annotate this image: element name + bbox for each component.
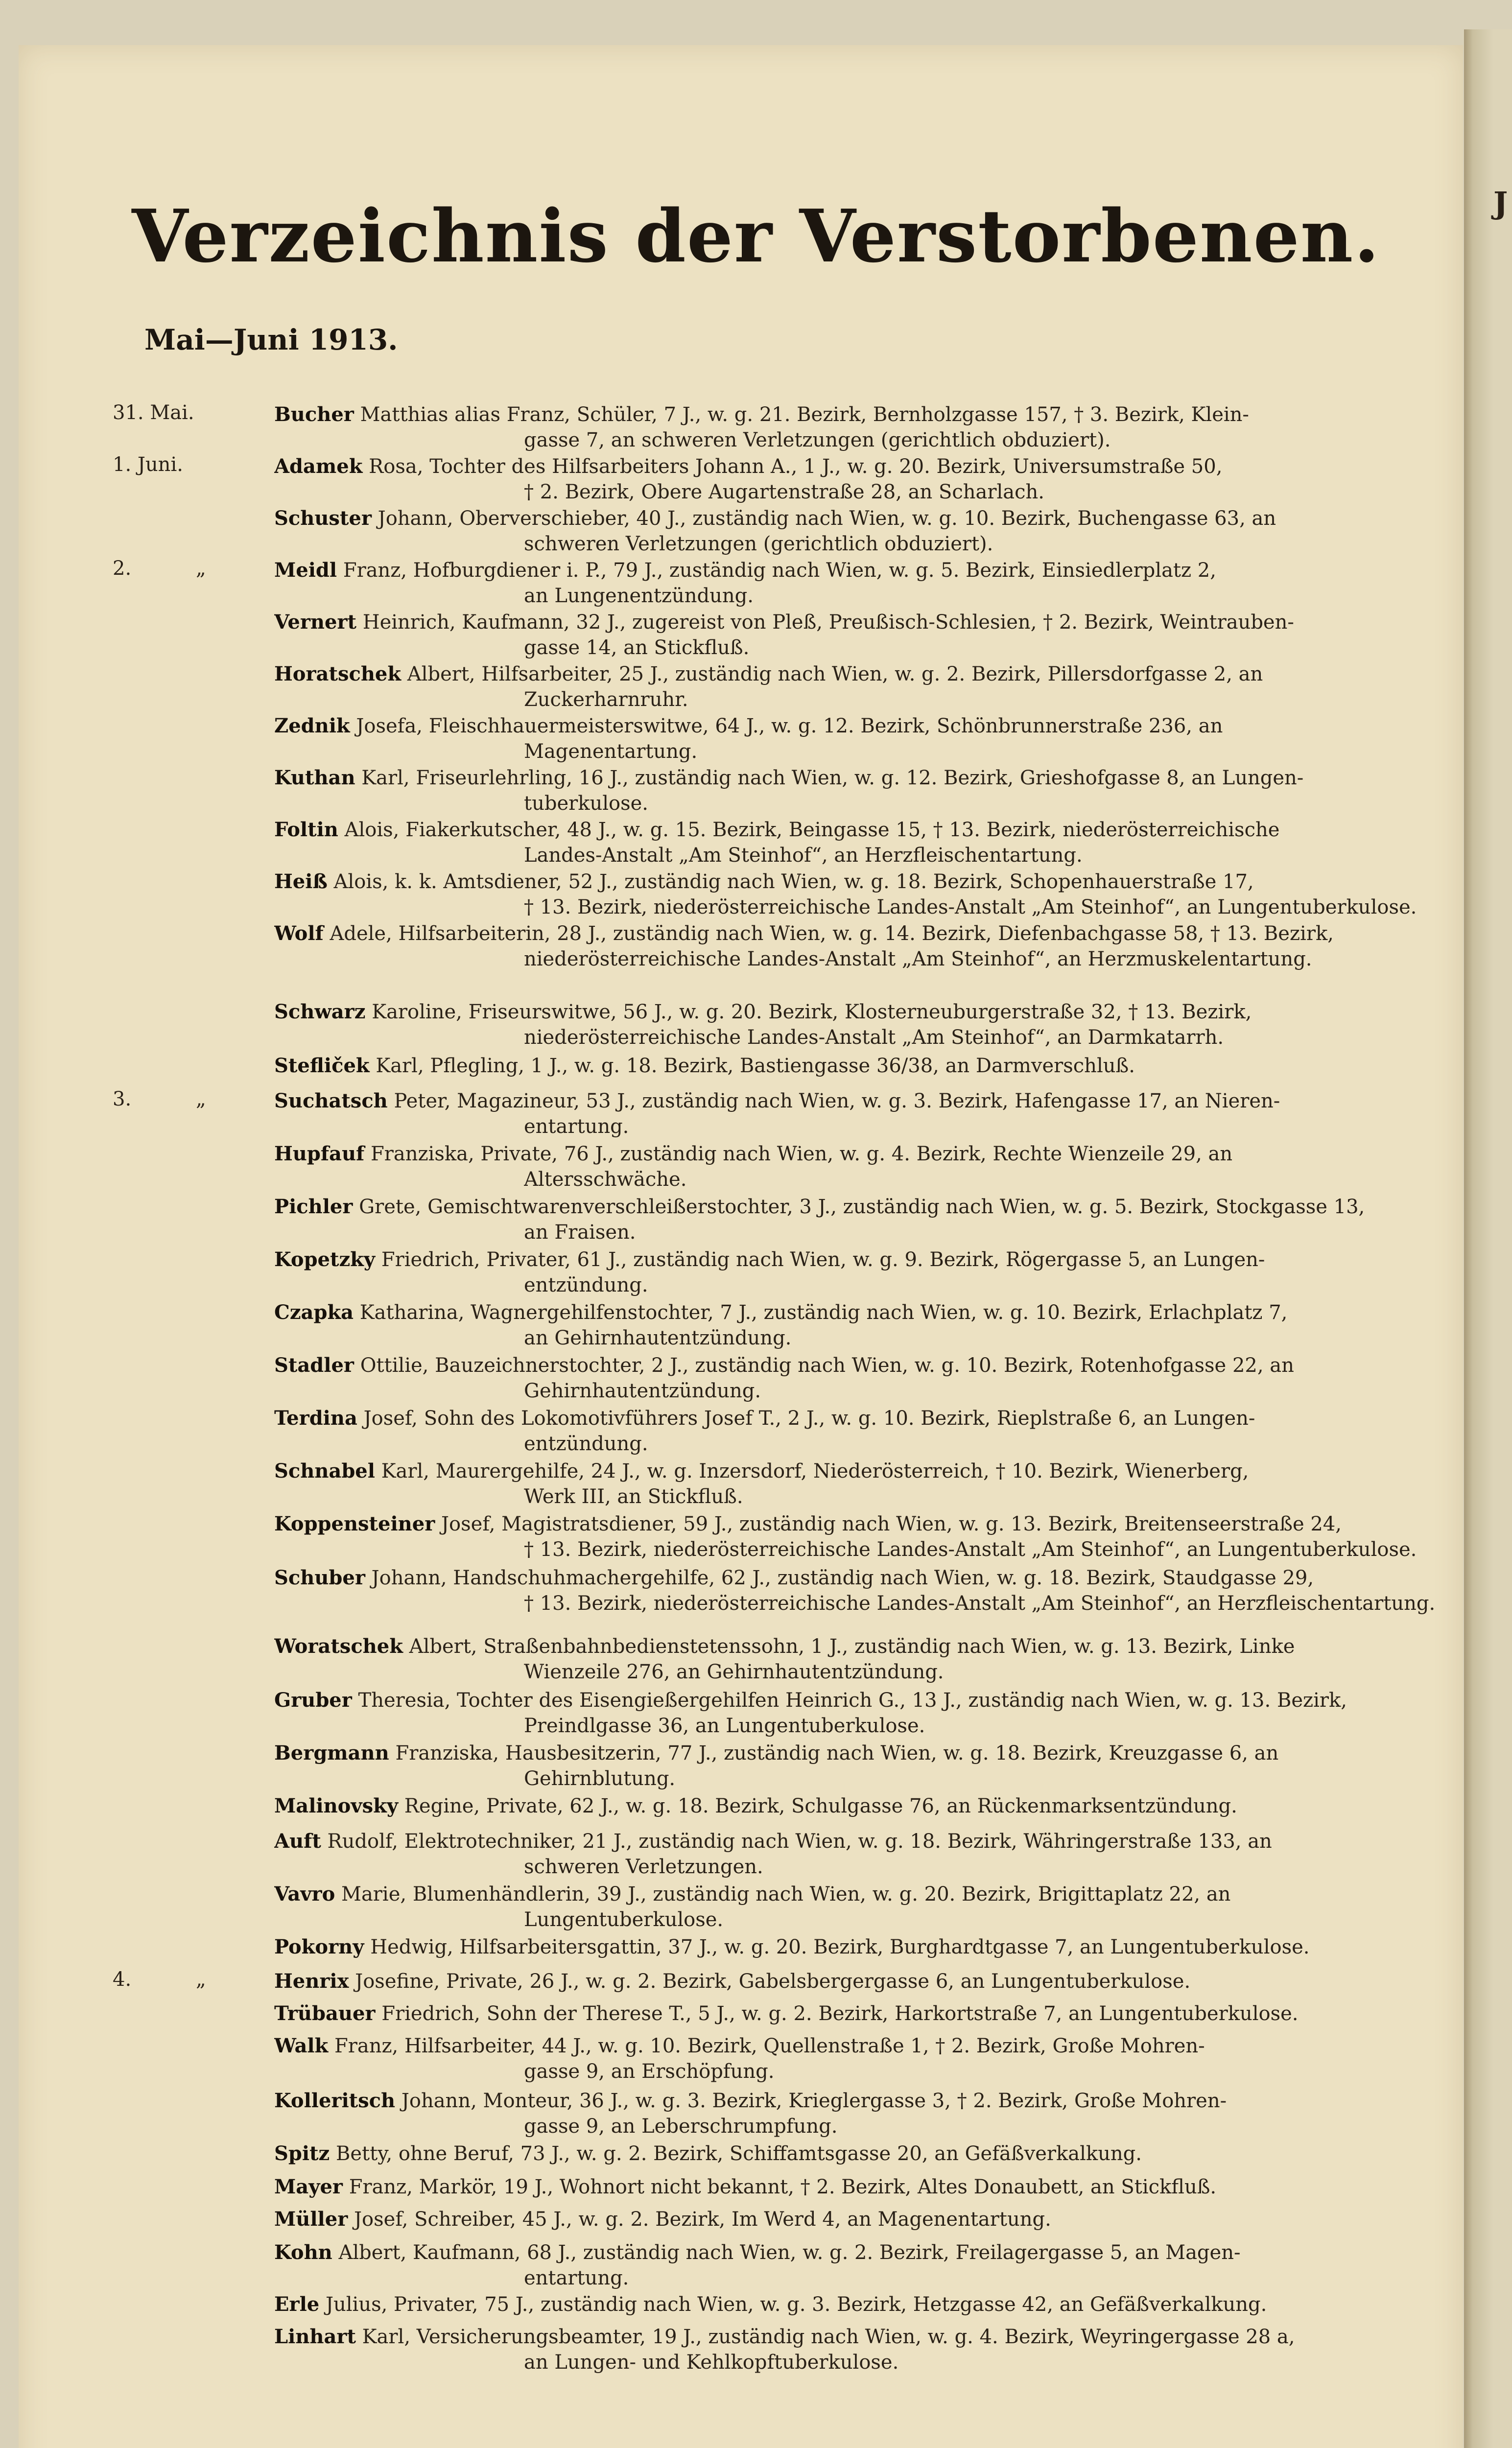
entry-first-line [274,869,1435,895]
entry-details: Alois, Fiakerkutscher, 48 J., w. g. 15. Bezirk, Beingasse 15, † 13. Bezirk, niederösterreichische [344,819,1280,841]
entry-first-line [274,1088,1435,1114]
entry-first-line [274,1934,1435,1960]
entry-first-line [274,2033,1435,2059]
entry-surname: Adamek [274,455,363,478]
entry-details: Albert, Straßenbahnbedienstetenssohn, 1 J., zuständig nach Wien, w. g. 13. Bezirk, Linke [409,1635,1295,1658]
entry-date: 4. [113,1968,132,1991]
entry-surname: Pokorny [274,1935,364,1958]
entry-first-line [274,2174,1435,2200]
entry-details: Grete, Gemischtwarenverschleißerstochter, 3 J., zuständig nach Wien, w. g. 5. Bezirk, Stockgasse 13, [359,1196,1365,1218]
entry-first-line [274,1458,1435,1484]
entry-details: Theresia, Tochter des Eisengießergehilfen Heinrich G., 13 J., zuständig nach Wien, w. g. 13. Bezirk, [358,1689,1347,1712]
entry-details: Heinrich, Kaufmann, 32 J., zugereist von Pleß, Preußisch-Schlesien, † 2. Bezirk, Weintrauben- [362,611,1294,634]
entry-continuation-line: entzündung. [524,1274,648,1296]
entry-date: 1. Juni. [113,453,183,476]
adjacent-page-letter: J [1493,185,1508,221]
entry-details: Franz, Markör, 19 J., Wohnort nicht bekannt, † 2. Bezirk, Altes Donaubett, an Stickfluß. [349,2176,1217,2198]
entry-continuation-line: Gehirnhautentzündung. [524,1380,761,1402]
entry-surname: Spitz [274,2142,330,2165]
entry-continuation-line: tuberkulose. [524,792,649,815]
entry-surname: Terdina [274,1407,357,1430]
entry-details: Albert, Kaufmann, 68 J., zuständig nach Wien, w. g. 2. Bezirk, Freilagergasse 5, an Magen- [338,2241,1241,2264]
entry-continuation-line: an Lungen- und Kehlkopftuberkulose. [524,2351,899,2374]
entry-details: Franz, Hofburgdiener i. P., 79 J., zuständig nach Wien, w. g. 5. Bezirk, Einsiedlerplatz 2, [343,559,1216,582]
entry-continuation-line: Lungentuberkulose. [524,1908,724,1931]
entry-first-line [274,1633,1435,1660]
entry-continuation-line: niederösterreichische Landes-Anstalt „Am Steinhof“, an Darmkatarrh. [524,1026,1224,1049]
entry-surname: Gruber [274,1689,352,1712]
entry-continuation-line: entartung. [524,2267,629,2289]
entry-first-line [274,1968,1435,1995]
entry-details: Ottilie, Bauzeichnerstochter, 2 J., zuständig nach Wien, w. g. 10. Bezirk, Rotenhofgasse 22, an [360,1354,1294,1377]
entry-surname: Horatschek [274,662,402,685]
entry-surname: Meidl [274,559,337,582]
entry-details: Franziska, Private, 76 J., zuständig nach Wien, w. g. 4. Bezirk, Rechte Wienzeile 29, an [370,1143,1233,1165]
entry-continuation-line: Zuckerharnruhr. [524,688,688,711]
entry-first-line [274,453,1435,480]
entry-surname: Stadler [274,1354,354,1377]
entry-surname: Malinovsky [274,1794,399,1817]
entry-surname: Koppensteiner [274,1512,435,1535]
entry-first-line [274,1141,1435,1167]
entry-surname: Wolf [274,922,324,945]
entry-details: Peter, Magazineur, 53 J., zuständig nach Wien, w. g. 3. Bezirk, Hafengasse 17, an Nieren- [394,1090,1280,1112]
entry-first-line [274,2088,1435,2114]
entry-continuation-line: Preindlgasse 36, an Lungentuberkulose. [524,1715,925,1737]
entry-surname: Kopetzky [274,1248,376,1271]
entry-details: Josef, Magistratsdiener, 59 J., zuständig nach Wien, w. g. 13. Bezirk, Breitenseerstraße 24, [441,1513,1342,1535]
entry-surname: Suchatsch [274,1089,388,1112]
entry-surname: Bucher [274,403,354,426]
entry-details: Johann, Handschuhmachergehilfe, 62 J., zuständig nach Wien, w. g. 18. Bezirk, Staudgasse 29, [371,1567,1314,1589]
entry-details: Karl, Maurergehilfe, 24 J., w. g. Inzersdorf, Niederösterreich, † 10. Bezirk, Wienerberg, [381,1460,1249,1483]
entry-first-line [274,1352,1435,1379]
entry-details: Karl, Friseurlehrling, 16 J., zuständig nach Wien, w. g. 12. Bezirk, Grieshofgasse 8, an Lungen- [361,767,1304,789]
entry-continuation-line: an Fraisen. [524,1221,636,1244]
entry-surname: Schuster [274,507,372,530]
entry-continuation-line: Altersschwäche. [524,1168,687,1191]
entry-surname: Kolleritsch [274,2089,396,2112]
entry-surname: Trübauer [274,2002,376,2025]
entry-ditto-mark: „ [196,557,206,580]
entry-continuation-line: an Lungenentzündung. [524,585,754,607]
entry-continuation-line: gasse 14, an Stickfluß. [524,636,750,659]
entry-first-line [274,2001,1435,2027]
entry-first-line [274,557,1435,584]
entry-continuation-line: Gehirnblutung. [524,1767,676,1790]
entry-details: Regine, Private, 62 J., w. g. 18. Bezirk, Schulgasse 76, an Rückenmarksentzündung. [404,1795,1237,1817]
entry-first-line [274,1828,1435,1855]
entry-details: Johann, Monteur, 36 J., w. g. 3. Bezirk, Krieglergasse 3, † 2. Bezirk, Große Mohren- [401,2090,1227,2112]
entry-details: Josef, Schreiber, 45 J., w. g. 2. Bezirk, Im Werd 4, an Magenentartung. [354,2208,1051,2231]
entry-first-line [274,1247,1435,1273]
entry-details: Josefine, Private, 26 J., w. g. 2. Bezirk, Gabelsbergergasse 6, an Lungentuberkulose. [355,1970,1191,1993]
entry-continuation-line: † 13. Bezirk, niederösterreichische Landes-Anstalt „Am Steinhof“, an Lungentuberkulose. [524,896,1417,918]
entry-continuation-line: niederösterreichische Landes-Anstalt „Am Steinhof“, an Herzmuskelentartung. [524,948,1312,970]
entry-surname: Vernert [274,611,356,634]
entry-first-line [274,661,1435,687]
entry-surname: Auft [274,1830,321,1853]
entry-details: Karl, Versicherungsbeamter, 19 J., zuständig nach Wien, w. g. 4. Bezirk, Weyringergasse 28 a, [362,2326,1295,2348]
entry-continuation-line: Magenentartung. [524,740,698,763]
entry-first-line [274,2324,1435,2350]
entry-first-line [274,1687,1435,1714]
page-subtitle: Mai—Juni 1913. [144,323,398,356]
entry-details: Friedrich, Sohn der Therese T., 5 J., w. g. 2. Bezirk, Harkortstraße 7, an Lungentuberkulose. [381,2002,1299,2025]
entry-surname: Walk [274,2034,329,2057]
entry-details: Josefa, Fleischhauermeisterswitwe, 64 J., w. g. 12. Bezirk, Schönbrunnerstraße 236, an [356,715,1223,737]
entry-first-line [274,817,1435,843]
entry-first-line [274,1793,1435,1819]
entry-first-line [274,2206,1435,2233]
entry-surname: Czapka [274,1301,354,1324]
entry-continuation-line: † 13. Bezirk, niederösterreichische Landes-Anstalt „Am Steinhof“, an Lungentuberkulose. [524,1538,1417,1561]
entry-first-line [274,505,1435,532]
entry-first-line [274,765,1435,791]
entry-surname: Bergmann [274,1742,389,1765]
entry-first-line [274,1511,1435,1537]
entry-continuation-line: gasse 9, an Erschöpfung. [524,2060,775,2083]
entry-first-line [274,1299,1435,1326]
entry-first-line [274,1881,1435,1907]
entry-details: Hedwig, Hilfsarbeitersgattin, 37 J., w. g. 20. Bezirk, Burghardtgasse 7, an Lungentuberkulose. [370,1936,1310,1958]
entry-first-line [274,1053,1435,1079]
entry-details: Josef, Sohn des Lokomotivführers Josef T., 2 J., w. g. 10. Bezirk, Rieplstraße 6, an Lungen- [363,1407,1255,1430]
entry-first-line [274,999,1435,1025]
entry-surname: Woratschek [274,1635,403,1658]
entry-details: Marie, Blumenhändlerin, 39 J., zuständig nach Wien, w. g. 20. Bezirk, Brigittaplatz 22, an [341,1883,1231,1906]
entry-first-line [274,1565,1435,1591]
entry-continuation-line: gasse 7, an schweren Verletzungen (gerichtlich obduziert). [524,429,1111,451]
entry-surname: Müller [274,2208,348,2231]
entry-surname: Hupfauf [274,1142,365,1165]
entry-first-line [274,1194,1435,1220]
entry-details: Karl, Pflegling, 1 J., w. g. 18. Bezirk, Bastiengasse 36/38, an Darmverschluß. [376,1055,1135,1077]
entry-ditto-mark: „ [196,1968,206,1991]
entry-date: 31. Mai. [113,401,194,424]
entry-details: Katharina, Wagnergehilfenstochter, 7 J., zuständig nach Wien, w. g. 10. Bezirk, Erlachplatz 7, [359,1301,1288,1324]
entry-continuation-line: schweren Verletzungen. [524,1856,763,1878]
entry-details: Karoline, Friseurswitwe, 56 J., w. g. 20. Bezirk, Klosterneuburgerstraße 32, † 13. Bezirk, [372,1001,1252,1023]
entry-details: Franziska, Hausbesitzerin, 77 J., zuständig nach Wien, w. g. 18. Bezirk, Kreuzgasse 6, an [395,1742,1279,1765]
entry-continuation-line: schweren Verletzungen (gerichtlich obduziert). [524,533,993,555]
entry-details: Alois, k. k. Amtsdiener, 52 J., zuständig nach Wien, w. g. 18. Bezirk, Schopenhauerstraße 17, [333,871,1254,893]
entry-details: Rosa, Tochter des Hilfsarbeiters Johann A., 1 J., w. g. 20. Bezirk, Universumstraße 50, [369,455,1223,478]
entry-surname: Pichler [274,1195,353,1218]
entry-details: Rudolf, Elektrotechniker, 21 J., zuständig nach Wien, w. g. 18. Bezirk, Währingerstraße 133, an [327,1830,1272,1853]
entry-details: Friedrich, Privater, 61 J., zuständig nach Wien, w. g. 9. Bezirk, Rögergasse 5, an Lungen- [381,1248,1265,1271]
page-title: Verzeichnis der Verstorbenen. [132,193,1380,279]
entry-date: 3. [113,1088,132,1110]
entry-continuation-line: an Gehirnhautentzündung. [524,1327,792,1349]
entry-surname: Linhart [274,2325,356,2348]
entry-first-line [274,2141,1435,2167]
entry-surname: Henrix [274,1970,349,1993]
entry-first-line [274,1405,1435,1432]
entry-surname: Heiß [274,870,328,893]
entry-first-line [274,609,1435,636]
entry-date: 2. [113,557,132,580]
entry-first-line [274,920,1435,947]
entry-details: Adele, Hilfsarbeiterin, 28 J., zuständig nach Wien, w. g. 14. Bezirk, Diefenbachgasse 58, † 13. Bezirk, [330,922,1334,945]
entry-continuation-line: † 2. Bezirk, Obere Augartenstraße 28, an Scharlach. [524,481,1045,503]
entry-details: Albert, Hilfsarbeiter, 25 J., zuständig nach Wien, w. g. 2. Bezirk, Pillersdorfgasse 2, an [407,663,1263,685]
entry-surname: Foltin [274,818,338,841]
entry-surname: Schnabel [274,1459,375,1483]
entry-details: Betty, ohne Beruf, 73 J., w. g. 2. Bezirk, Schiffamtsgasse 20, an Gefäßverkalkung. [335,2142,1142,2165]
entry-details: Franz, Hilfsarbeiter, 44 J., w. g. 10. Bezirk, Quellenstraße 1, † 2. Bezirk, Große Mohren- [334,2035,1205,2057]
entry-surname: Vavro [274,1883,335,1906]
entry-surname: Schuber [274,1566,365,1589]
entry-continuation-line: gasse 9, an Leberschrumpfung. [524,2115,838,2138]
entry-surname: Stefliček [274,1054,370,1077]
entry-first-line [274,2239,1435,2266]
entry-first-line [274,713,1435,739]
entry-ditto-mark: „ [196,1088,206,1110]
entry-details: Julius, Privater, 75 J., zuständig nach Wien, w. g. 3. Bezirk, Hetzgasse 42, an Gefäßverkalkung. [325,2293,1267,2316]
entry-continuation-line: entartung. [524,1115,629,1138]
entry-surname: Zednik [274,714,350,737]
entry-surname: Kohn [274,2241,332,2264]
entry-surname: Mayer [274,2175,343,2198]
entry-continuation-line: Landes-Anstalt „Am Steinhof“, an Herzfleischentartung. [524,844,1083,867]
entry-details: Matthias alias Franz, Schüler, 7 J., w. g. 21. Bezirk, Bernholzgasse 157, † 3. Bezirk, Klein- [360,403,1249,426]
entry-details: Johann, Oberverschieber, 40 J., zuständig nach Wien, w. g. 10. Bezirk, Buchengasse 63, an [378,507,1276,530]
entry-surname: Erle [274,2293,320,2316]
entry-first-line [274,1740,1435,1766]
entry-surname: Kuthan [274,766,355,789]
entry-continuation-line: Werk III, an Stickfluß. [524,1485,743,1508]
entry-continuation-line: entzündung. [524,1433,648,1455]
entry-surname: Schwarz [274,1000,366,1023]
entry-continuation-line: Wienzeile 276, an Gehirnhautentzündung. [524,1661,944,1683]
entry-first-line [274,2291,1435,2318]
entry-first-line [274,401,1435,428]
entry-continuation-line: † 13. Bezirk, niederösterreichische Landes-Anstalt „Am Steinhof“, an Herzfleischentartung. [524,1592,1436,1615]
